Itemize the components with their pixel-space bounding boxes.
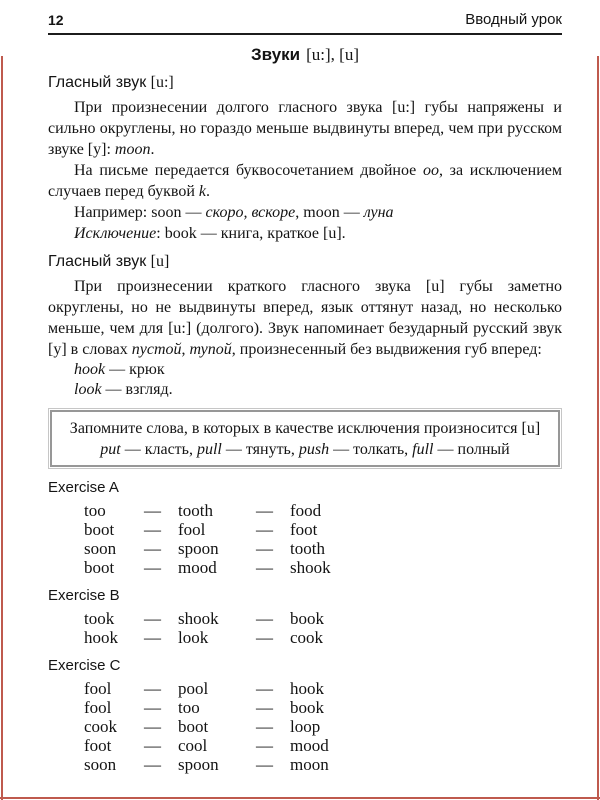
note-box [48, 408, 562, 469]
dash-separator: — [144, 698, 161, 717]
dash-separator: — [144, 755, 161, 774]
exercise-word: cook [84, 717, 118, 736]
example-word-line: hook — крюк [74, 361, 165, 378]
exercise-a-title: Exercise A [48, 479, 119, 496]
exercise-row [84, 609, 562, 628]
dash-separator: — [256, 679, 273, 698]
exercise-word: soon [84, 539, 117, 558]
exercise-word: fool [84, 679, 112, 698]
dash-separator: — [256, 501, 273, 520]
dash-separator: — [256, 628, 273, 647]
exercise-word: mood [178, 558, 217, 577]
section-heading-u-short: Гласный звук [u] [48, 253, 170, 270]
exercise-word: tooth [178, 501, 213, 520]
dash-separator: — [144, 558, 161, 577]
paragraph-exception: Исключение: book — книга, краткое [u]. [74, 225, 346, 242]
exercise-word: boot [178, 717, 209, 736]
page-title-word: Звуки [251, 45, 301, 64]
exercise-word: food [290, 501, 322, 520]
exercise-word: look [178, 628, 209, 647]
exercise-c-rows [48, 679, 562, 774]
paragraph: При произнесении долгого гласного звука [u:] губы напряжены и сильно округлены, но гораздо меньше выдвинуты вперед, чем при русском звуке [у]: moon. [48, 99, 562, 158]
exercise-word: mood [290, 736, 329, 755]
exercise-word: book [290, 609, 324, 628]
exercise-row [84, 520, 562, 539]
exercise-word: moon [290, 755, 329, 774]
running-title: Вводный урок [465, 11, 562, 28]
dash-separator: — [256, 698, 273, 717]
exercise-word: shook [290, 558, 331, 577]
section-heading-u-long: Гласный звук [u:] [48, 74, 174, 91]
page-frame-right [597, 56, 599, 800]
dash-separator: — [144, 628, 161, 647]
dash-separator: — [144, 501, 161, 520]
exercise-word: cook [290, 628, 324, 647]
exercise-word: fool [84, 698, 112, 717]
exercise-word: foot [84, 736, 112, 755]
dash-separator: — [256, 736, 273, 755]
dash-separator: — [144, 609, 161, 628]
exercise-word: too [84, 501, 106, 520]
dash-separator: — [256, 609, 273, 628]
note-box-line: put — класть, pull — тянуть, push — толкать, full — полный [100, 441, 510, 458]
example-word-line: look — взгляд. [74, 381, 173, 398]
page-title-phonetic: [u:], [u] [306, 45, 359, 64]
paragraph: На письме передается буквосочетанием двойное оо, за исключением случаев перед буквой k. [48, 162, 563, 200]
exercise-b-title: Exercise B [48, 587, 120, 604]
exercise-row [84, 736, 562, 755]
exercise-word: foot [290, 520, 318, 539]
exercise-row [84, 717, 562, 736]
exercise-word: took [84, 609, 115, 628]
exercise-row [84, 628, 562, 647]
exercise-word: pool [178, 679, 209, 698]
dash-separator: — [144, 679, 161, 698]
exercise-word: too [178, 698, 200, 717]
dash-separator: — [256, 539, 273, 558]
exercise-row [84, 698, 562, 717]
exercise-row [84, 539, 562, 558]
page-header [48, 8, 562, 28]
exercise-word: loop [290, 717, 321, 736]
exercise-word: tooth [290, 539, 325, 558]
exercise-word: hook [84, 628, 118, 647]
exercise-word: spoon [178, 539, 219, 558]
page-frame-bottom [0, 797, 600, 799]
exercise-word: spoon [178, 755, 219, 774]
dash-separator: — [256, 558, 273, 577]
exercise-word: shook [178, 609, 219, 628]
dash-separator: — [144, 717, 161, 736]
page-number: 12 [48, 12, 64, 28]
exercise-row [84, 501, 562, 520]
exercise-b-rows [48, 609, 562, 647]
exercise-a-rows [48, 501, 562, 577]
exercise-row [84, 755, 562, 774]
dash-separator: — [256, 755, 273, 774]
header-rule [48, 33, 562, 35]
dash-separator: — [144, 539, 161, 558]
exercise-word: hook [290, 679, 324, 698]
exercise-word: cool [178, 736, 208, 755]
exercise-word: boot [84, 558, 115, 577]
exercise-word: soon [84, 755, 117, 774]
dash-separator: — [256, 717, 273, 736]
exercise-word: fool [178, 520, 206, 539]
exercise-word: book [290, 698, 324, 717]
exercise-c-title: Exercise C [48, 657, 121, 674]
dash-separator: — [256, 520, 273, 539]
exercise-row [84, 679, 562, 698]
exercise-word: boot [84, 520, 115, 539]
page-title [48, 45, 562, 65]
paragraph: При произнесении краткого гласного звука [u] губы заметно округлены, но не выдвинуты вперед, язык оттянут назад, но несколько меньше, чем для [u:] (долгого). Звук напоминает безударный русский звук [у] в словах пустой, тупой, произнесенный без выдвижения губ вперед: [48, 278, 562, 358]
page-frame-left [1, 56, 3, 800]
paragraph-example: Например: soon — скоро, вскоре, moon — луна [74, 204, 394, 221]
dash-separator: — [144, 520, 161, 539]
dash-separator: — [144, 736, 161, 755]
exercise-row [84, 558, 562, 577]
note-box-line: Запомните слова, в которых в качестве исключения произносится [u] [69, 420, 541, 437]
